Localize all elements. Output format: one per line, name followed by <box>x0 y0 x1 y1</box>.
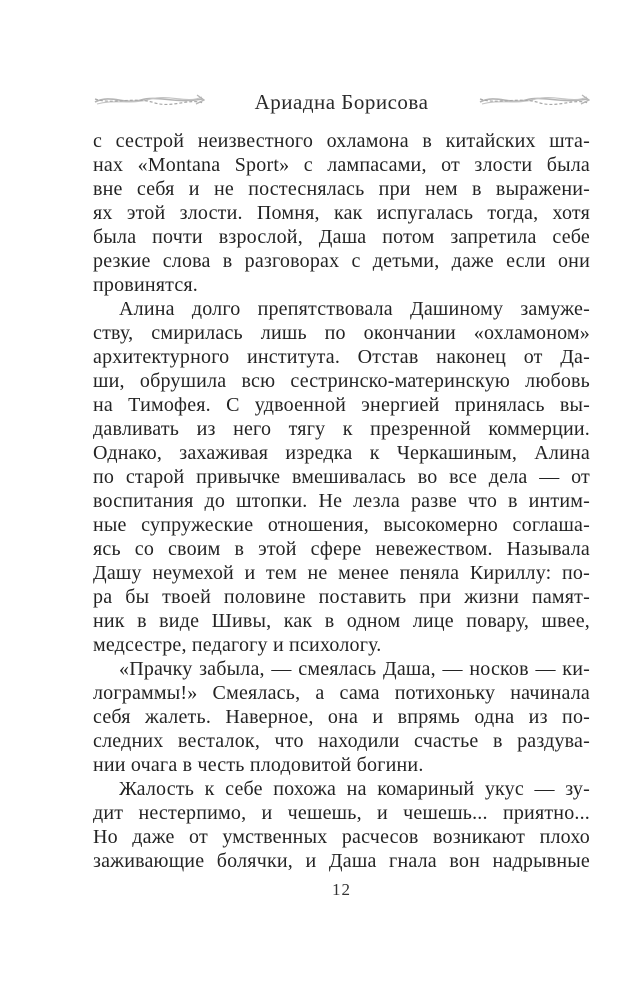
text-line: ясь со своим в этой сфере невежеством. Называла <box>93 538 590 560</box>
text-line: Жалость к себе похожа на комариный укус — зу- <box>119 778 590 800</box>
text-line: вне себя и не постеснялась при нем в выражени- <box>93 178 590 200</box>
text-line: заживающие болячки, и Даша гнала вон надрывные <box>93 850 590 872</box>
text-line: ях этой злости. Помня, как испугалась тогда, хотя <box>93 202 590 224</box>
text-line: на Тимофея. С удвоенной энергией принялась вы- <box>93 394 590 416</box>
text-line: дит нестерпимо, и чешешь, и чешешь... приятно... <box>93 802 590 824</box>
text-line: провинятся. <box>93 274 199 296</box>
text-line: Алина долго препятствовала Дашиному замуже- <box>119 298 590 320</box>
text-line: следних весталок, что находили счастье в раздува- <box>93 730 590 752</box>
body-text <box>93 129 590 873</box>
text-line: ник в виде Шивы, как в одном лице повару, швее, <box>93 610 590 632</box>
text-line: Однако, захаживая изредка к Черкашиным, Алина <box>93 442 590 464</box>
text-line: нах «Montana Sport» с лампасами, от злости была <box>93 154 590 176</box>
text-line: себя жалеть. Наверное, она и впрямь одна из по- <box>93 706 590 728</box>
text-line: нии очага в честь плодовитой богини. <box>93 754 424 776</box>
text-line: давливать из него тягу к презренной коммерции. <box>93 418 590 440</box>
page-number: 12 <box>332 880 351 899</box>
text-line: по старой привычке вмешивалась во все дела — от <box>93 466 590 488</box>
text-line: с сестрой неизвестного охламона в китайских шта- <box>93 130 590 152</box>
text-line: «Прачку забыла, — смеялась Даша, — носков — ки- <box>119 658 590 680</box>
running-header <box>93 88 590 116</box>
page-footer <box>93 880 590 900</box>
text-line: медсестре, педагогу и психологу. <box>93 634 382 656</box>
text-line: была почти взрослой, Даша потом запретила себе <box>93 226 590 248</box>
text-line: ра бы твоей половине поставить при жизни памят- <box>93 586 590 608</box>
text-line: ству, смирилась лишь по окончании «охламоном» <box>93 322 590 344</box>
text-line: лограммы!» Смеялась, а сама потихоньку начинала <box>93 682 590 704</box>
text-line: ные супружеские отношения, высокомерно соглаша- <box>93 514 590 536</box>
text-line: Но даже от умственных расчесов возникают плохо <box>93 826 590 848</box>
author-name: Ариадна Борисова <box>254 89 429 114</box>
floral-flourish-ornament-icon <box>478 92 590 113</box>
text-line: ши, обрушила всю сестринско-материнскую любовь <box>93 370 590 392</box>
text-line: архитектурного института. Отстав наконец от Да- <box>93 346 590 368</box>
text-line: воспитания до штопки. Не лезла разве что в интим- <box>93 490 590 512</box>
floral-flourish-ornament-icon <box>93 92 205 113</box>
text-line: резкие слова в разговорах с детьми, даже если они <box>93 250 590 272</box>
text-line: Дашу неумехой и тем не менее пеняла Кириллу: по- <box>93 562 590 584</box>
